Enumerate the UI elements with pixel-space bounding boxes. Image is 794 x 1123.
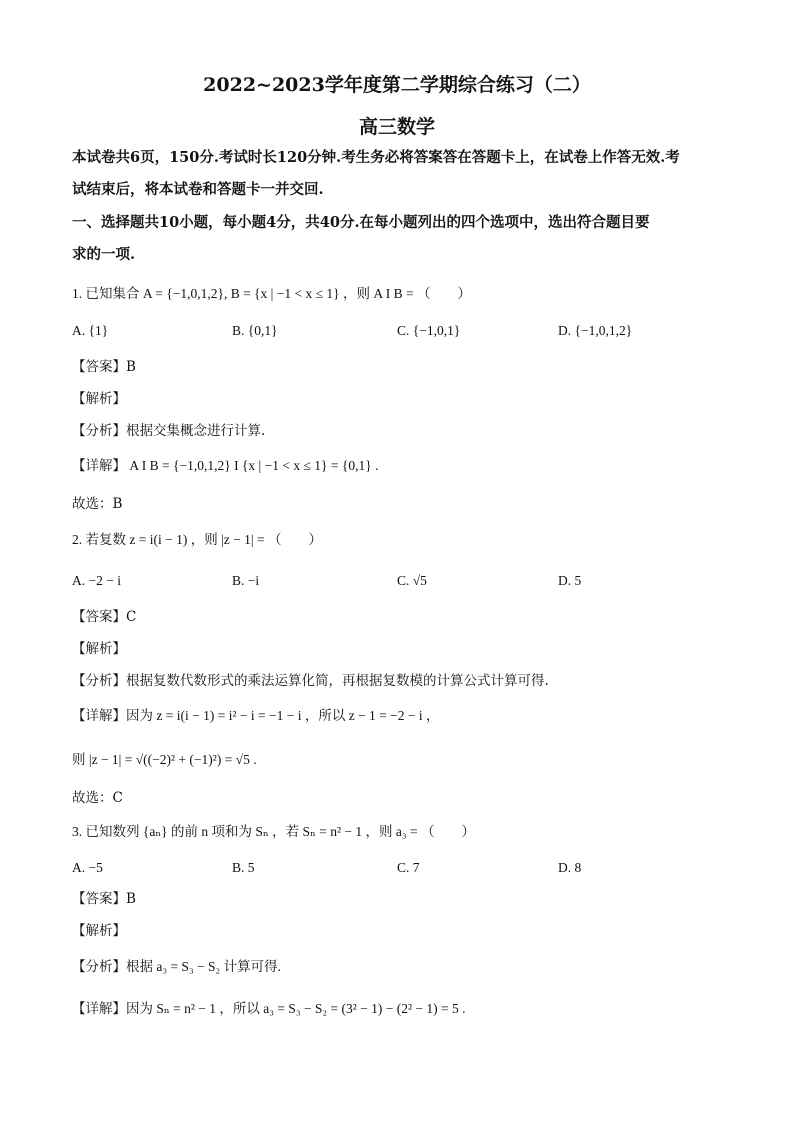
question-3-analysis-head: 【解析】 bbox=[72, 923, 126, 939]
question-2-option-c: C. √5 bbox=[397, 573, 427, 588]
question-3-stem: 3. 已知数列 {aₙ} 的前 n 项和为 Sₙ ，若 Sₙ = n² − 1 ，则 a₃ = （ ） bbox=[72, 824, 475, 839]
question-1-stem: 1. 已知集合 A = {−1,0,1,2}, B = {x | −1 < x ≤ 1} ，则 A I B = （ ） bbox=[72, 286, 471, 301]
question-2-analysis: 【分析】根据复数代数形式的乘法运算化简，再根据复数模的计算公式计算可得. bbox=[72, 673, 549, 689]
question-3-detail: 【详解】因为 Sₙ = n² − 1 ，所以 a₃ = S₃ − S₂ = (3² − 1) − (2² − 1) = 5 . bbox=[72, 1001, 466, 1016]
question-1-detail: 【详解】 A I B = {−1,0,1,2} I {x | −1 < x ≤ 1} = {0,1} . bbox=[72, 458, 379, 473]
question-2-analysis-head: 【解析】 bbox=[72, 641, 126, 657]
intro-line-1: 本试卷共6页，150分.考试时长120分钟.考生务必将答案答在答题卡上，在试卷上作答无效.考 bbox=[72, 149, 680, 166]
question-2-stem: 2. 若复数 z = i(i − 1) ，则 |z − 1| = （ ） bbox=[72, 532, 322, 547]
question-1-option-c: C. {−1,0,1} bbox=[397, 323, 461, 338]
question-1-analysis-head: 【解析】 bbox=[72, 391, 126, 407]
question-2-detail-2: 则 |z − 1| = √((−2)² + (−1)²) = √5 . bbox=[72, 752, 257, 767]
question-3-option-b: B. 5 bbox=[232, 860, 255, 875]
question-2-conclusion: 故选：C bbox=[72, 790, 123, 806]
question-1-option-a: A. {1} bbox=[72, 323, 109, 338]
question-2-option-b: B. −i bbox=[232, 573, 260, 588]
intro-line-2: 试结束后，将本试卷和答题卡一并交回. bbox=[72, 181, 324, 198]
question-2-detail-1: 【详解】因为 z = i(i − 1) = i² − i = −1 − i ，所以 z − 1 = −2 − i ， bbox=[72, 708, 440, 723]
exam-title: 2022~2023学年度第二学期综合练习（二） bbox=[203, 74, 591, 96]
question-1-conclusion: 故选：B bbox=[72, 496, 123, 512]
question-1-option-d: D. {−1,0,1,2} bbox=[558, 323, 633, 338]
question-2-option-d: D. 5 bbox=[558, 573, 582, 588]
question-3-option-a: A. −5 bbox=[72, 860, 103, 875]
exam-subtitle: 高三数学 bbox=[358, 116, 435, 138]
question-1-option-b: B. {0,1} bbox=[232, 323, 278, 338]
question-3-analysis: 【分析】根据 a₃ = S₃ − S₂ 计算可得. bbox=[72, 959, 281, 974]
question-1-analysis: 【分析】根据交集概念进行计算. bbox=[72, 423, 266, 439]
question-3-option-d: D. 8 bbox=[558, 860, 582, 875]
question-3-option-c: C. 7 bbox=[397, 860, 420, 875]
question-1-answer: 【答案】B bbox=[72, 359, 136, 375]
section-heading-line-2: 求的一项. bbox=[72, 246, 136, 263]
question-2-answer: 【答案】C bbox=[72, 609, 137, 625]
question-3-answer: 【答案】B bbox=[72, 891, 136, 907]
section-heading-line-1: 一、选择题共10小题，每小题4分，共40分.在每小题列出的四个选项中，选出符合题目要 bbox=[72, 214, 650, 231]
question-2-option-a: A. −2 − i bbox=[72, 573, 121, 588]
